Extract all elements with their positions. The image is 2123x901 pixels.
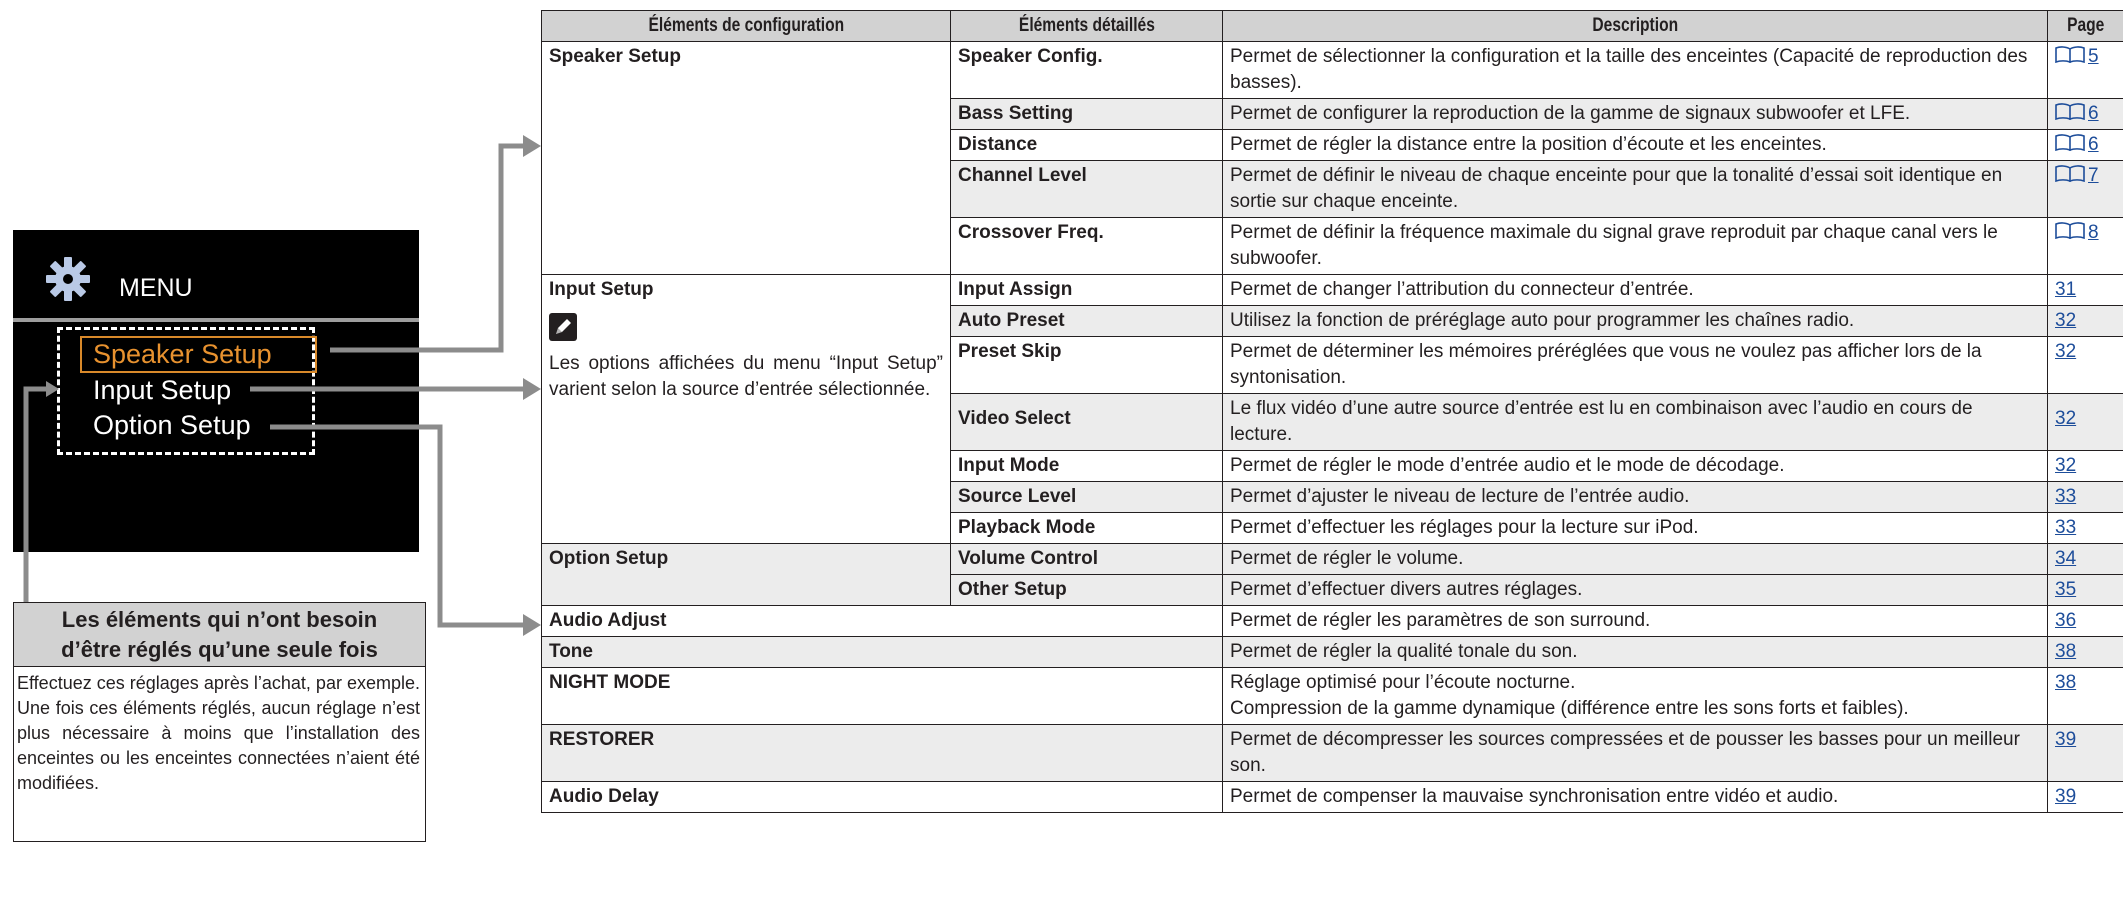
page-cell — [2048, 544, 2123, 575]
page-cell — [2048, 161, 2123, 218]
page-link[interactable]: 38 — [2055, 641, 2077, 662]
arrow-head — [46, 381, 59, 397]
page-link[interactable]: 5 — [2055, 46, 2099, 67]
detail-item: Preset Skip — [951, 337, 1223, 394]
page-cell — [2048, 782, 2123, 813]
header-page: Page — [2048, 11, 2123, 42]
page-link[interactable]: 39 — [2055, 729, 2077, 750]
input-setup-note: Les options affichées du menu “Input Setup” varient selon la source d’entrée sélectionnée. — [549, 353, 943, 400]
description-cell: Utilisez la fonction de préréglage auto pour programmer les chaînes radio. — [1223, 306, 2048, 337]
page-link[interactable]: 31 — [2055, 279, 2077, 300]
page-link[interactable]: 32 — [2055, 455, 2077, 476]
arrow-option-setup — [270, 427, 525, 625]
arrow-speaker-setup — [330, 146, 525, 350]
detail-item: Playback Mode — [951, 513, 1223, 544]
pencil-icon — [549, 313, 577, 341]
detail-item: Input Assign — [951, 275, 1223, 306]
page-cell — [2048, 218, 2123, 275]
page-link[interactable]: 34 — [2055, 548, 2077, 569]
detail-item: Speaker Config. — [951, 42, 1223, 99]
table-row — [542, 637, 2123, 668]
header-description: Description — [1223, 11, 2048, 42]
arrow-head — [523, 378, 541, 400]
table-row — [542, 725, 2123, 782]
config-item-audio-adjust: Audio Adjust — [542, 606, 1223, 637]
detail-item: Input Mode — [951, 451, 1223, 482]
description-cell: Permet de régler la qualité tonale du son. — [1223, 637, 2048, 668]
page-cell — [2048, 482, 2123, 513]
description-cell: Permet de déterminer les mémoires préréglées que vous ne voulez pas afficher lors de la syntonisation. — [1223, 337, 2048, 394]
menu-item-option-setup[interactable]: Option Setup — [93, 410, 251, 440]
detail-item: Crossover Freq. — [951, 218, 1223, 275]
description-line: Réglage optimisé pour l’écoute nocturne. — [1230, 672, 1576, 693]
config-item-speaker-setup: Speaker Setup — [542, 42, 951, 275]
page-link[interactable]: 8 — [2055, 222, 2099, 243]
page-cell — [2048, 668, 2123, 725]
page-link[interactable]: 6 — [2055, 103, 2099, 124]
page-cell — [2048, 99, 2123, 130]
page-cell — [2048, 394, 2123, 451]
detail-item: Source Level — [951, 482, 1223, 513]
page-link[interactable]: 33 — [2055, 486, 2077, 507]
page-link[interactable]: 35 — [2055, 579, 2077, 600]
description-line: Compression de la gamme dynamique (différence entre les sons forts et faibles). — [1230, 698, 1909, 719]
config-item-audio-delay: Audio Delay — [542, 782, 1223, 813]
page-link[interactable]: 32 — [2055, 408, 2077, 429]
description-cell: Permet de définir la fréquence maximale du signal grave reproduit par chaque canal vers le subwoofer. — [1223, 218, 2048, 275]
info-box-title-line: d’être réglés qu’une seule fois — [61, 637, 378, 662]
description-cell: Permet de décompresser les sources compressées et de pousser les basses pour un meilleur son. — [1223, 725, 2048, 782]
description-cell — [1223, 668, 2048, 725]
page-link[interactable]: 36 — [2055, 610, 2077, 631]
page-cell — [2048, 606, 2123, 637]
config-item-tone: Tone — [542, 637, 1223, 668]
detail-item: Other Setup — [951, 575, 1223, 606]
book-icon — [2055, 134, 2085, 151]
description-cell: Permet d’ajuster le niveau de lecture de l’entrée audio. — [1223, 482, 2048, 513]
page-link[interactable]: 7 — [2055, 165, 2099, 186]
table-row — [542, 275, 2123, 306]
detail-item: Channel Level — [951, 161, 1223, 218]
arrow-head — [523, 614, 541, 636]
page-link[interactable]: 32 — [2055, 341, 2077, 362]
description-cell: Le flux vidéo d’une autre source d’entrée est lu en combinaison avec l’audio en cours de lecture. — [1223, 394, 2048, 451]
description-cell: Permet de régler le volume. — [1223, 544, 2048, 575]
config-item-restorer: RESTORER — [542, 725, 1223, 782]
book-icon — [2055, 103, 2085, 120]
table-header-row — [542, 11, 2123, 42]
page-cell — [2048, 637, 2123, 668]
description-cell: Permet de configurer la reproduction de la gamme de signaux subwoofer et LFE. — [1223, 99, 2048, 130]
description-cell: Permet de régler les paramètres de son surround. — [1223, 606, 2048, 637]
detail-item: Distance — [951, 130, 1223, 161]
table-row — [542, 42, 2123, 99]
arrow-info-box — [26, 389, 50, 602]
page-cell — [2048, 130, 2123, 161]
table-row — [542, 544, 2123, 575]
description-cell: Permet d’effectuer divers autres réglages. — [1223, 575, 2048, 606]
page-link[interactable]: 38 — [2055, 672, 2077, 693]
page-cell — [2048, 451, 2123, 482]
menu-item-speaker-setup[interactable]: Speaker Setup — [80, 336, 317, 373]
page-link[interactable]: 33 — [2055, 517, 2077, 538]
header-config-items: Éléments de configuration — [542, 11, 951, 42]
description-cell: Permet de changer l’attribution du connecteur d’entrée. — [1223, 275, 2048, 306]
description-cell: Permet de définir le niveau de chaque enceinte pour que la tonalité d’essai soit identique en sortie sur chaque enceinte. — [1223, 161, 2048, 218]
book-icon — [2055, 165, 2085, 182]
description-cell: Permet de compenser la mauvaise synchronisation entre vidéo et audio. — [1223, 782, 2048, 813]
page-cell — [2048, 725, 2123, 782]
table-row — [542, 606, 2123, 637]
description-cell: Permet de régler la distance entre la position d’écoute et les enceintes. — [1223, 130, 2048, 161]
page-link[interactable]: 6 — [2055, 134, 2099, 155]
description-cell: Permet de sélectionner la configuration et la taille des enceintes (Capacité de reproduction des basses). — [1223, 42, 2048, 99]
arrow-head — [523, 135, 541, 157]
page-cell — [2048, 575, 2123, 606]
detail-item: Bass Setting — [951, 99, 1223, 130]
description-cell: Permet de régler le mode d’entrée audio et le mode de décodage. — [1223, 451, 2048, 482]
detail-item: Auto Preset — [951, 306, 1223, 337]
info-box-text: Effectuez ces réglages après l’achat, par exemple. Une fois ces éléments réglés, aucun réglage n’est plus nécessaire à moins que l’installation des enceintes ou les enceintes connectées n’aient été modifiées. — [17, 673, 420, 793]
detail-item: Volume Control — [951, 544, 1223, 575]
menu-item-input-setup[interactable]: Input Setup — [93, 375, 232, 405]
detail-item: Video Select — [951, 394, 1223, 451]
page-cell — [2048, 337, 2123, 394]
book-icon — [2055, 222, 2085, 239]
config-item-input-setup — [542, 275, 951, 544]
description-cell: Permet d’effectuer les réglages pour la lecture sur iPod. — [1223, 513, 2048, 544]
menu-title: MENU — [119, 274, 193, 302]
book-icon — [2055, 46, 2085, 63]
table-row — [542, 782, 2123, 813]
config-item-option-setup: Option Setup — [542, 544, 951, 606]
table-row — [542, 668, 2123, 725]
info-box-title-line: Les éléments qui n’ont besoin — [61, 607, 378, 632]
page-cell — [2048, 42, 2123, 99]
config-item-night-mode: NIGHT MODE — [542, 668, 1223, 725]
config-table — [541, 10, 2123, 813]
header-detail-items: Éléments détaillés — [951, 11, 1223, 42]
page-cell — [2048, 275, 2123, 306]
page-link[interactable]: 39 — [2055, 786, 2077, 807]
page-link[interactable]: 32 — [2055, 310, 2077, 331]
page-cell — [2048, 306, 2123, 337]
page-cell — [2048, 513, 2123, 544]
config-item-label: Input Setup — [549, 279, 654, 300]
